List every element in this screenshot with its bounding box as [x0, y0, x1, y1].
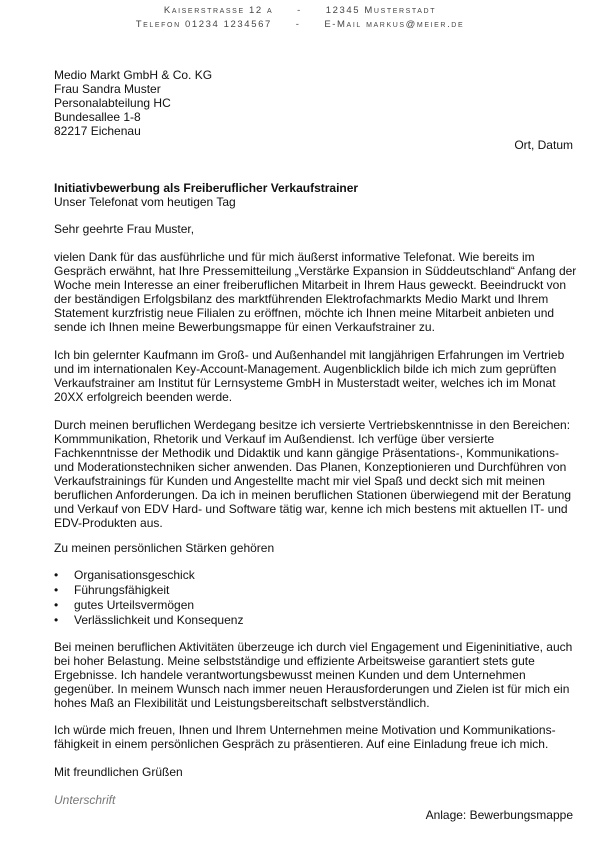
- paragraph-strengths-intro: Zu meinen persönlichen Stärken gehören: [54, 541, 275, 555]
- strength-label: Verlässlichkeit und Konsequenz: [74, 613, 244, 627]
- sender-city: 12345 Musterstadt: [325, 5, 437, 16]
- subject-block: [54, 181, 358, 209]
- strength-label: gutes Urteilsvermögen: [74, 598, 195, 612]
- sender-header-line-1: [0, 5, 600, 16]
- subject-reference: Unser Telefonat vom heutigen Tag: [54, 195, 236, 209]
- recipient-address: [54, 68, 212, 138]
- recipient-street: Bundesallee 1-8: [54, 110, 141, 124]
- sender-email: E-Mail markus@meier.de: [324, 19, 465, 30]
- recipient-department: Personalabteilung HC: [54, 96, 171, 110]
- list-item: [54, 583, 243, 598]
- subject-title: Initiativbewerbung als Freiberuflicher Verkaufstrainer: [54, 181, 359, 195]
- list-item: [54, 568, 243, 583]
- enclosure-note: Anlage: Bewerbungsmappe: [425, 808, 573, 822]
- sender-phone: Telefon 01234 1234567: [135, 19, 272, 30]
- place-date: Ort, Datum: [514, 138, 573, 152]
- header-separator: -: [295, 19, 301, 30]
- paragraph-work-style: Bei meinen beruflichen Aktivitäten überzeuge ich durch viel Engagement und Eigeninitiative, auch bei hoher Belastung. Meine selbstständige und effiziente Arbeitsweise garantiert stets gute Ergebnisse. Ich handele verantwortungsbewusst meinen Kunden und dem Unternehmen gegenüber. In meinem Wunsch nach immer neuen Herausforderungen und Zielen ist für mich ein hohes Maß an Flexibilität und Leistungsbereitschaft selbstverständlich.: [54, 640, 573, 710]
- signature-placeholder: Unterschrift: [54, 793, 116, 807]
- list-item: [54, 613, 243, 628]
- bullet-icon: •: [54, 613, 59, 627]
- closing-greeting: Mit freundlichen Grüßen: [54, 765, 183, 779]
- strength-label: Führungsfähigkeit: [74, 583, 170, 597]
- recipient-company: Medio Markt GmbH & Co. KG: [54, 68, 213, 82]
- bullet-icon: •: [54, 583, 59, 597]
- header-separator: -: [297, 5, 302, 16]
- paragraph-intro: vielen Dank für das ausführliche und für mich äußerst informative Telefonat. Wie bereits im Gespräch erwähnt, hat Ihre Pressemitteilung „Verstärke Expansion in Süddeutschland“ Anfang der Woche mein Interesse an einer freiberuflichen Mitarbeit in Ihrem Haus geweckt. Beeindruckt von der beständigen Erfolgsbilanz des marktführenden Elektrofachmarkts Medio Markt und Ihrem Statement kurzfristig neue Filialen zu eröffnen, möchte ich Ihnen meine Mitarbeit anbieten und sende ich Ihnen meine Bewerbungsmappe für einen Verkaufstrainer zu.: [54, 250, 577, 334]
- strengths-list: [54, 568, 243, 628]
- bullet-icon: •: [54, 598, 59, 612]
- paragraph-experience: Durch meinen beruflichen Werdegang besitze ich versierte Vertriebskenntnisse in den Bereichen: Kommmunikation, Rhetorik und Verkauf im Außendienst. Ich verfüge über versierte Fachkenntnisse der Methodik und Didaktik und kann gängige Präsentations-, Kommunikations- und Moderationstechniken sicher anwenden. Das Planen, Konzeptionieren und Durchführen von Verkaufstrainings für Kunden und Angestellte macht mir viel Spaß und deckt sich mit meinen beruflichen Anforderungen. Da ich in meinen beruflichen Stationen überwiegend mit der Beratung und Verkauf von EDV Hard- und Software tätig war, kenne ich mich bestens mit aktuellen IT- und EDV-Produkten aus.: [54, 418, 571, 530]
- salutation: Sehr geehrte Frau Muster,: [54, 222, 195, 236]
- recipient-city: 82217 Eichenau: [54, 124, 141, 138]
- sender-header-line-2: [0, 19, 600, 30]
- paragraph-closing-request: Ich würde mich freuen, Ihnen und Ihrem Unternehmen meine Motivation und Kommunikations-fähigkeit in einem persönlichen Gespräch zu präsentieren. Auf eine Einladung freue ich mich.: [54, 723, 556, 751]
- strength-label: Organisationsgeschick: [74, 568, 195, 582]
- sender-street: Kaiserstrasse 12 a: [163, 5, 274, 16]
- list-item: [54, 598, 243, 613]
- bullet-icon: •: [54, 568, 59, 582]
- recipient-name: Frau Sandra Muster: [54, 82, 161, 96]
- paragraph-qualification: Ich bin gelernter Kaufmann im Groß- und Außenhandel mit langjährigen Erfahrungen im Vertrieb und im internationalen Key-Account-Management. Augenblicklich bilde ich mich zum geprüften Verkaufstrainer am Institut für Lernsysteme GmbH in Musterstadt weiter, welches ich im Monat 20XX erfolgreich beenden werde.: [54, 348, 565, 404]
